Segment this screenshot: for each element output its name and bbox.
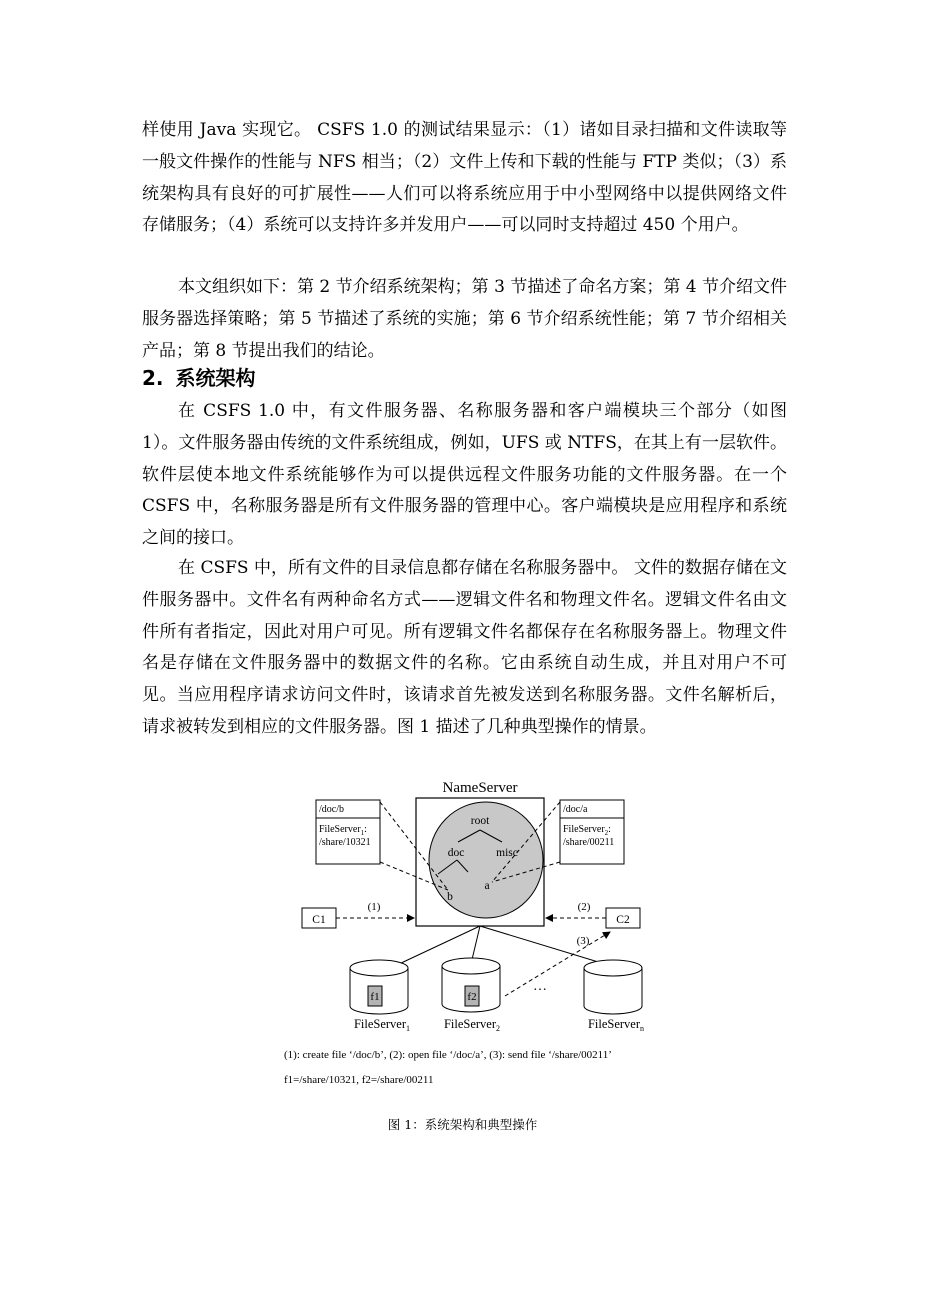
fileserver-1-label: FileServer$_1$ [353, 1017, 411, 1033]
arrow-label-1: (1) [367, 901, 381, 913]
arrow-label-2: (2) [577, 901, 591, 913]
right-box-server: FileServer$_2$: [563, 824, 611, 837]
left-box-server: FileServer$_1$: [319, 824, 367, 837]
paragraph-intro-results: 样使用 Java 实现它。 CSFS 1.0 的测试结果显示：（1）诸如目录扫描和文件读取等一般文件操作的性能与 NFS 相当；（2）文件上传和下载的性能与 FTP 类似；（3）系统架构具有良好的可扩展性——人们可以将系统应用于中小型网络中以提供网络文件存储服务；（4）系统可以支持许多并发用户——可以同时支持超过 450 个用户。 [142, 120, 787, 236]
figure-caption: 图 1：系统架构和典型操作 [387, 1117, 538, 1132]
architecture-diagram [270, 772, 690, 1092]
section-number: 2. [142, 366, 164, 390]
tree-node-root: root [470, 815, 490, 827]
paragraph-organization: 本文组织如下：第 2 节介绍系统架构；第 3 节描述了命名方案；第 4 节介绍文件服务器选择策略；第 5 节描述了系统的实施；第 6 节介绍系统性能；第 7 节介绍相关产品；第 8 节提出我们的结论。 [142, 277, 787, 361]
arrow-label-3: (3) [576, 935, 590, 947]
file-f2-label: f2 [467, 991, 477, 1003]
section-heading [142, 363, 256, 393]
client-c2-label: C2 [616, 914, 630, 926]
figure-legend-operations: (1): create file ‘/doc/b’, (2): open file ‘/doc/a’, (3): send file ‘/share/00211’ [284, 1049, 612, 1061]
paragraph-naming: 在 CSFS 中，所有文件的目录信息都存储在名称服务器中。 文件的数据存储在文件服务器中。文件名有两种命名方式——逻辑文件名和物理文件名。逻辑文件名由文件所有者指定，因此对用户可见。所有逻辑文件名都保存在名称服务器上。物理文件名是存储在文件服务器中的数据文件的名称。它由系统自动生成，并且对用户不可见。当应用程序请求访问文件时，该请求首先被发送到名称服务器。文件名解析后，请求被转发到相应的文件服务器。图 1 描述了几种典型操作的情景。 [142, 558, 787, 737]
left-box-share: /share/10321 [319, 837, 371, 848]
fileserver-n-label: FileServer$_n$ [587, 1017, 645, 1033]
figure-legend-files: f1=/share/10321, f2=/share/00211 [284, 1074, 434, 1086]
file-f1-label: f1 [370, 991, 380, 1003]
tree-node-a: a [484, 880, 490, 892]
section-title: 系统架构 [175, 366, 256, 390]
fileserver-1 [350, 960, 408, 1014]
fileserver-2 [442, 958, 500, 1012]
fileserver-n [584, 960, 642, 1014]
client-c1-label: C1 [312, 914, 326, 926]
more-servers-ellipsis: … [533, 979, 547, 994]
left-box-path: /doc/b [319, 804, 344, 815]
tree-node-doc: doc [447, 847, 465, 859]
nameserver-label: NameServer [442, 780, 518, 796]
tree-node-misc: misc [496, 847, 518, 859]
right-box-share: /share/00211 [563, 837, 615, 848]
right-box-path: /doc/a [563, 804, 588, 815]
figure-architecture [270, 772, 690, 1092]
paragraph-architecture: 在 CSFS 1.0 中，有文件服务器、名称服务器和客户端模块三个部分（如图 1）。文件服务器由传统的文件系统组成，例如，UFS 或 NTFS，在其上有一层软件。软件层使本地文件系统能够作为可以提供远程文件服务功能的文件服务器。在一个 CSFS 中，名称服务器是所有文件服务器的管理中心。客户端模块是应用程序和系统之间的接口。 [142, 401, 787, 549]
tree-node-b: b [447, 891, 453, 903]
fileserver-2-label: FileServer$_2$ [443, 1017, 501, 1033]
